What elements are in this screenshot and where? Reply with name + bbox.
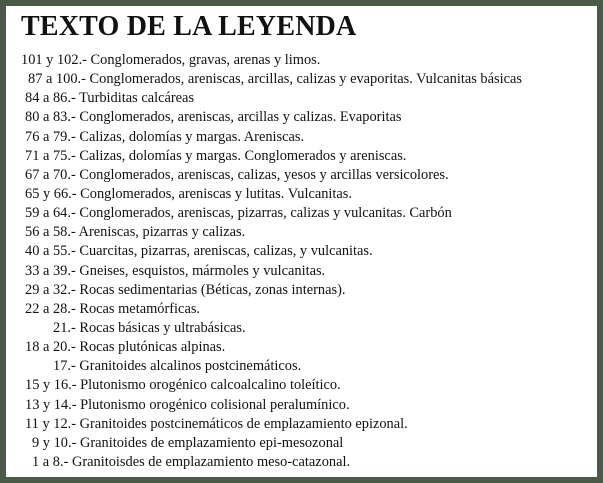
legend-entry: 101 y 102.- Conglomerados, gravas, arenas y limos. bbox=[21, 52, 321, 68]
legend-entry: 21.- Rocas básicas y ultrabásicas. bbox=[53, 319, 246, 336]
legend-entry: 9 y 10.- Granitoides de emplazamiento epi-mesozonal bbox=[32, 434, 344, 451]
legend-entry: 87 a 100.- Conglomerados, areniscas, arcillas, calizas y evaporitas. Vulcanitas básicas bbox=[28, 71, 522, 88]
legend-entry: 15 y 16.- Plutonismo orogénico calcoalcalino toleítico. bbox=[25, 377, 341, 394]
legend-entry: 29 a 32.- Rocas sedimentarias (Béticas, zonas internas). bbox=[25, 281, 346, 298]
legend-entry: 13 y 14.- Plutonismo orogénico colisional peralumínico. bbox=[25, 396, 350, 413]
legend-entry: 18 a 20.- Rocas plutónicas alpinas. bbox=[25, 339, 226, 356]
legend-entry: 33 a 39.- Gneises, esquistos, mármoles y vulcanitas. bbox=[25, 262, 326, 279]
legend-entry: 84 a 86.- Turbiditas calcáreas bbox=[25, 90, 195, 107]
legend-entry: 11 y 12.- Granitoides postcinemáticos de emplazamiento epizonal. bbox=[25, 415, 408, 432]
legend-entry: 1 a 8.- Granitoisdes de emplazamiento meso-catazonal. bbox=[32, 453, 351, 470]
legend-entry: 22 a 28.- Rocas metamórficas. bbox=[25, 300, 201, 317]
legend-entry: 40 a 55.- Cuarcitas, pizarras, areniscas, calizas, y vulcanitas. bbox=[25, 243, 373, 260]
legend-entry: 71 a 75.- Calizas, dolomías y margas. Conglomerados y areniscas. bbox=[25, 147, 407, 164]
legend-list bbox=[6, 51, 522, 472]
legend-entry: 59 a 64.- Conglomerados, areniscas, pizarras, calizas y vulcanitas. Carbón bbox=[25, 205, 452, 222]
legend-entry: 17.- Granitoides alcalinos postcinemáticos. bbox=[53, 358, 302, 375]
legend-entry: 76 a 79.- Calizas, dolomías y margas. Areniscas. bbox=[25, 128, 305, 145]
legend-entry: 56 a 58.- Areniscas, pizarras y calizas. bbox=[25, 224, 246, 241]
legend-entry: 80 a 83.- Conglomerados, areniscas, arcillas y calizas. Evaporitas bbox=[25, 109, 402, 126]
legend-entry: 67 a 70.- Conglomerados, areniscas, calizas, yesos y arcillas versicolores. bbox=[25, 166, 449, 183]
legend-entry: 65 y 66.- Conglomerados, areniscas y lutitas. Vulcanitas. bbox=[25, 185, 352, 202]
legend-title: TEXTO DE LA LEYENDA bbox=[21, 11, 357, 42]
legend-panel bbox=[6, 6, 597, 477]
